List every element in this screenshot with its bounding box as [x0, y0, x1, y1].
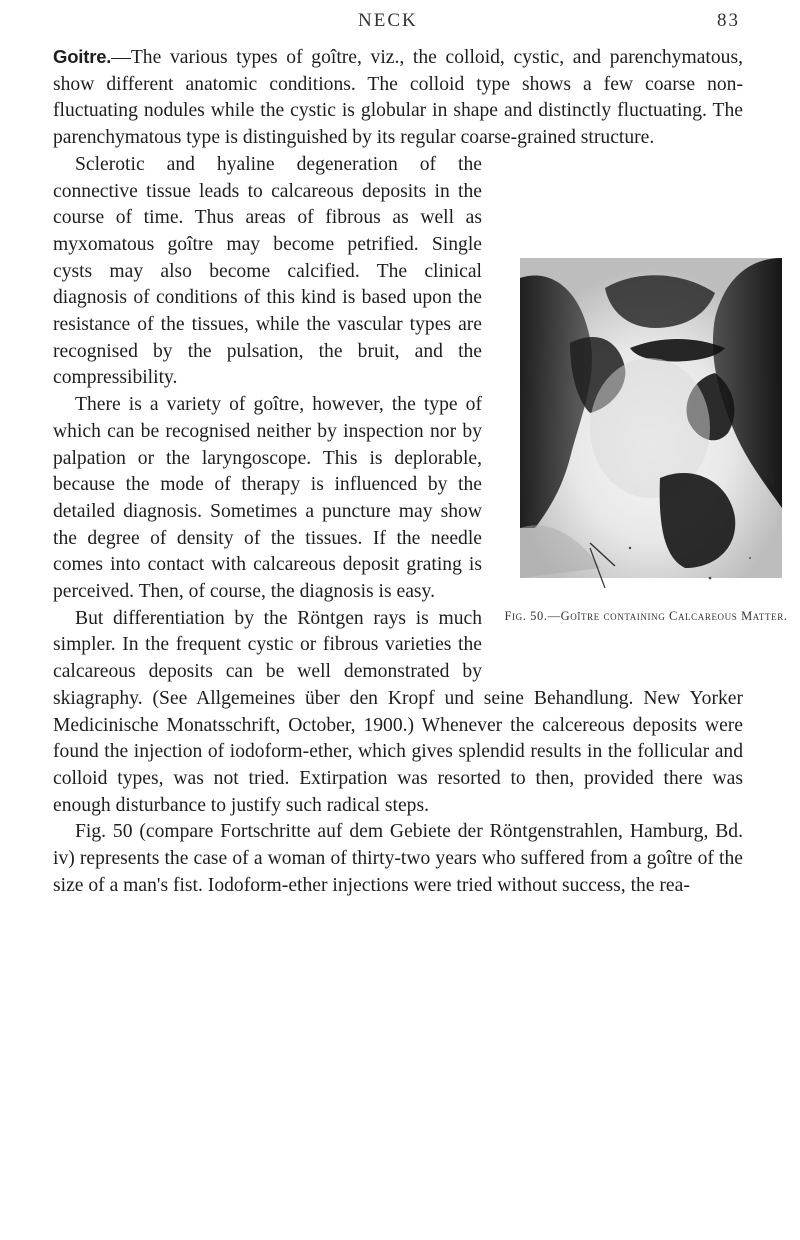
paragraph-goitre-intro — [53, 44, 743, 152]
page-number: 83 — [717, 10, 740, 31]
body-text — [53, 44, 788, 900]
paragraph-variety: There is a variety of goître, however, the type of which can be recognised neither by inspection nor by palpation or the laryngoscope. This is deplorable, because the mode of therapy is influenced by the detailed diagnosis. Sometimes a puncture may show the degree of density of the tissues. If the needle comes into contact with calcareous deposit grating is perceived. Then, of course, the diagnosis is easy. — [53, 394, 482, 603]
figure-50 — [496, 246, 796, 660]
running-head — [0, 10, 800, 40]
section-run-in-heading: Goitre. — [53, 46, 112, 67]
radiograph-image — [510, 248, 792, 604]
radiograph-svg — [510, 248, 792, 604]
paragraph-calcification: Sclerotic and hyaline degeneration of the connective tissue leads to calcareous deposits in the course of time. Thus areas of fibrous as well as myxomatous goître may become petrified. Single cysts may also become calcified. The clinical diagnosis of conditions of this kind is based upon the resistance of the tissues, while the vascular types are recognised by the pulsation, the bruit, and the compressibility. — [53, 153, 482, 389]
running-title: NECK — [358, 10, 418, 31]
paragraph-fig50-case: Fig. 50 (compare Fortschritte auf dem Gebiete der Röntgenstrahlen, Hamburg, Bd. iv) represents the case of a woman of thirty-two years who suffered from a goître of the size of a man's fist. Iodoform-ether injections were tried without success, the rea- — [53, 821, 743, 896]
figure-caption: Fig. 50.—Goître containing Calcareous Matter. — [504, 608, 788, 623]
paragraph-rontgen: But differentiation by the Röntgen rays is much simpler. In the frequent cystic or fibrous varieties the calcareous deposits can be well demonstrated by skiagraphy. (See Allgemeines über den Kropf und seine Behandlung. New Yorker Medicinische Monatsschrift, October, 1900.) Whenever the calcereous deposits were found the injection of iodoform-ether, which gives splendid results in the follicular and colloid types, was not tried. Extirpation was resorted to then, provided there was enough disturbance to justify such radical steps. — [53, 607, 743, 816]
paragraph-text: —The various types of goître, viz., the colloid, cystic, and parenchymatous, show different anatomic conditions. The colloid type shows a few coarse non-fluctuating nodules while the cystic is globular in shape and distinctly fluctuating. The parenchymatous type is distinguished by its regular coarse-grained structure. — [53, 47, 743, 149]
